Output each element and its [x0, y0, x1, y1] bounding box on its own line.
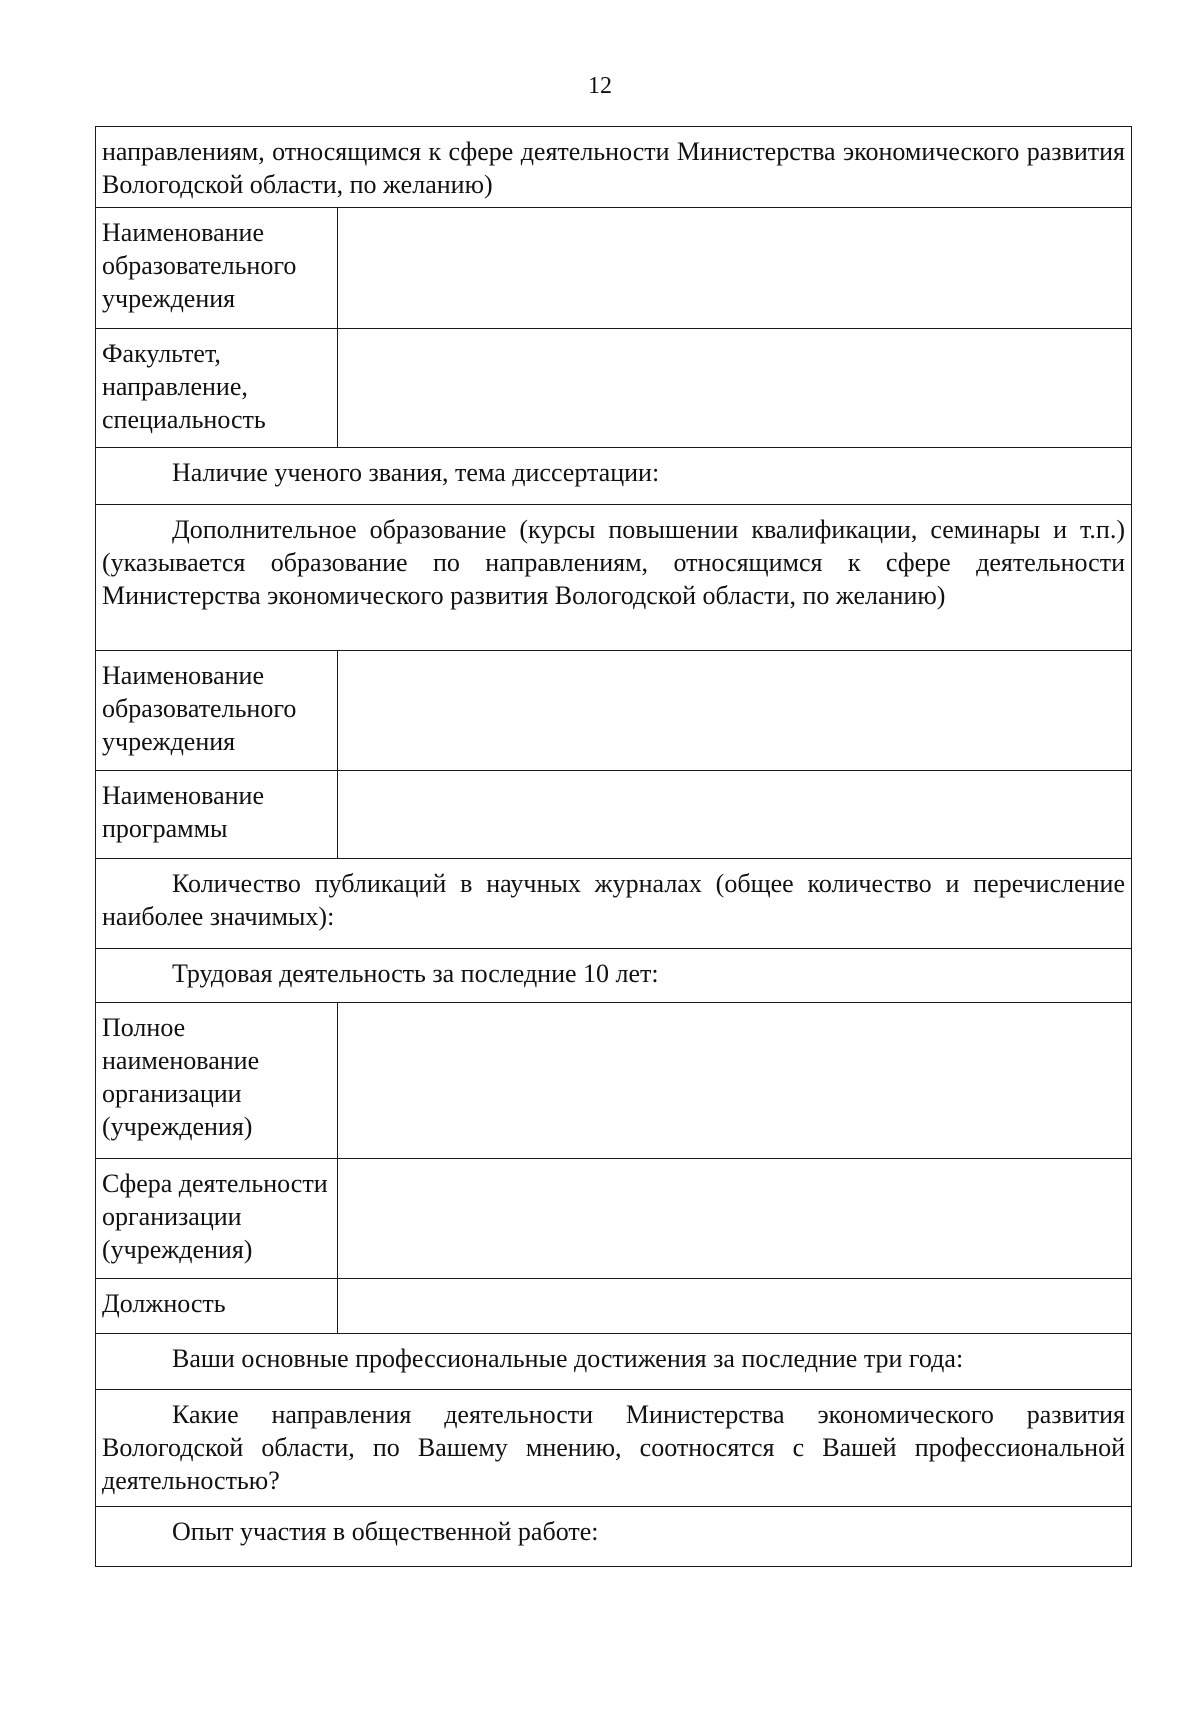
table-row: [96, 505, 1132, 651]
work-history-heading: Трудовая деятельность за последние 10 лет:: [96, 949, 1132, 1003]
table-row: [96, 1334, 1132, 1390]
table-row: [96, 771, 1132, 859]
faculty-field[interactable]: [338, 329, 1132, 448]
table-row: [96, 1507, 1132, 1567]
ministry-directions-field[interactable]: Какие направления деятельности Министерства экономического развития Вологодской области, по Вашему мнению, соотносятся с Вашей профессиональной деятельностью?: [96, 1390, 1132, 1507]
table-row: [96, 329, 1132, 448]
public-work-field[interactable]: Опыт участия в общественной работе:: [96, 1507, 1132, 1567]
table-row: [96, 1159, 1132, 1279]
program-field[interactable]: [338, 771, 1132, 859]
table-row: [96, 127, 1132, 208]
academic-title-field[interactable]: Наличие ученого звания, тема диссертации:: [96, 448, 1132, 505]
faculty-label: Факультет, направление, специальность: [96, 329, 338, 448]
position-label: Должность: [96, 1279, 338, 1334]
achievements-field[interactable]: Ваши основные профессиональные достижения за последние три года:: [96, 1334, 1132, 1390]
table-row: [96, 651, 1132, 771]
publications-field[interactable]: Количество публикаций в научных журналах (общее количество и перечисление наиболее значимых):: [96, 859, 1132, 949]
table-row: [96, 1279, 1132, 1334]
organization-sphere-label: Сфера деятельности организации (учреждения): [96, 1159, 338, 1279]
additional-education-heading: Дополнительное образование (курсы повышении квалификации, семинары и т.п.) (указывается образование по направлениям, относящимся к сфере деятельности Министерства экономического развития Вологодской области, по желанию): [96, 505, 1132, 651]
table-row: [96, 859, 1132, 949]
page-number: 12: [588, 73, 612, 99]
organization-name-label: Полное наименование организации (учреждения): [96, 1003, 338, 1159]
institution-field[interactable]: [338, 208, 1132, 329]
institution-label: Наименование образовательного учреждения: [96, 208, 338, 329]
table-row: [96, 1003, 1132, 1159]
table-row: [96, 949, 1132, 1003]
questionnaire-table: [95, 126, 1132, 1567]
organization-name-field[interactable]: [338, 1003, 1132, 1159]
institution-field-2[interactable]: [338, 651, 1132, 771]
program-label: Наименование программы: [96, 771, 338, 859]
continuation-text: направлениям, относящимся к сфере деятельности Министерства экономического развития Вологодской области, по желанию): [96, 127, 1132, 208]
organization-sphere-field[interactable]: [338, 1159, 1132, 1279]
position-field[interactable]: [338, 1279, 1132, 1334]
institution-label-2: Наименование образовательного учреждения: [96, 651, 338, 771]
table-row: [96, 1390, 1132, 1507]
table-row: [96, 208, 1132, 329]
table-row: [96, 448, 1132, 505]
